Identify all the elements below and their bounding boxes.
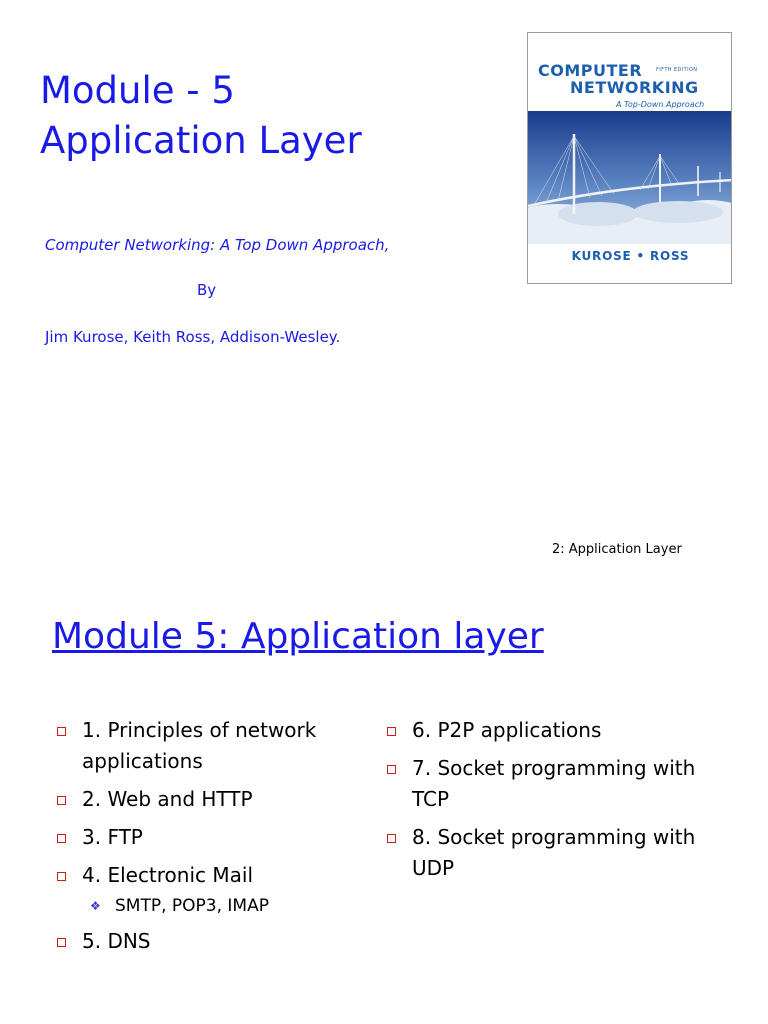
diamond-bullet-icon: ❖ (90, 899, 101, 913)
square-bullet-icon (387, 765, 396, 774)
square-bullet-icon (57, 834, 66, 843)
bridge-over-clouds-image (528, 114, 732, 244)
book-title-line: Computer Networking: A Top Down Approach, (45, 236, 390, 254)
book-cover (527, 32, 732, 284)
list-item (57, 715, 357, 777)
list-item-text: 1. Principles of network applications (82, 718, 317, 773)
list-item-text: 6. P2P applications (412, 718, 602, 742)
outline-right-column (387, 715, 717, 891)
square-bullet-icon (57, 938, 66, 947)
square-bullet-icon (387, 727, 396, 736)
list-item (57, 860, 357, 891)
cover-authors: KUROSE • ROSS (571, 249, 690, 263)
list-item-text: 2. Web and HTTP (82, 787, 253, 811)
authors-line: Jim Kurose, Keith Ross, Addison-Wesley. (45, 328, 341, 346)
list-item (57, 926, 357, 957)
list-item-text: 3. FTP (82, 825, 143, 849)
list-item (387, 753, 717, 815)
outline-title: Module 5: Application layer (52, 616, 544, 657)
outline-slide (0, 580, 768, 1024)
module-title (40, 66, 362, 166)
square-bullet-icon (387, 834, 396, 843)
cover-edition: FIFTH EDITION (656, 67, 698, 73)
by-label: By (197, 281, 217, 299)
list-item (387, 822, 717, 884)
list-item (387, 715, 717, 746)
square-bullet-icon (57, 727, 66, 736)
list-item (57, 784, 357, 815)
module-title-line2: Application Layer (40, 119, 362, 162)
square-bullet-icon (57, 872, 66, 881)
square-bullet-icon (57, 796, 66, 805)
list-item (57, 822, 357, 853)
slide-footer: 2: Application Layer (552, 542, 682, 557)
sub-list-item-text: SMTP, POP3, IMAP (115, 896, 269, 916)
module-title-line1: Module - 5 (40, 69, 235, 112)
list-item-text: 8. Socket programming with UDP (412, 825, 696, 880)
list-item-text: 7. Socket programming with TCP (412, 756, 696, 811)
list-item-text: 5. DNS (82, 929, 151, 953)
cover-title-line1: COMPUTER (538, 61, 643, 80)
cover-subtitle: A Top-Down Approach (616, 100, 705, 109)
sub-list-item (57, 894, 357, 918)
cover-title-line2: NETWORKING (570, 78, 699, 97)
outline-left-column (57, 715, 357, 964)
list-item-text: 4. Electronic Mail (82, 863, 254, 887)
